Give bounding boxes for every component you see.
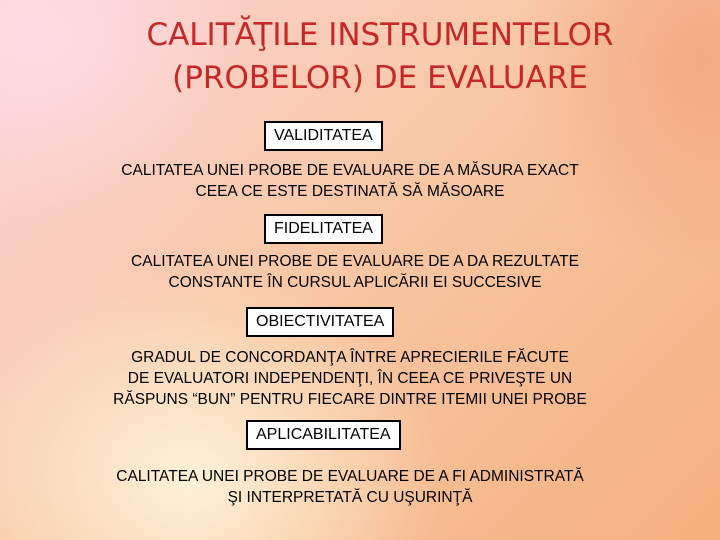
- heading-aplicabilitatea: APLICABILITATEA: [246, 420, 401, 450]
- description-line: CONSTANTE ÎN CURSUL APLICĂRII EI SUCCESIVE: [168, 274, 542, 291]
- description-aplicabilitatea: [0, 466, 700, 508]
- description-fidelitatea: [5, 251, 705, 293]
- heading-obiectivitatea: OBIECTIVITATEA: [246, 307, 394, 337]
- description-line: ŞI INTERPRETATĂ CU UŞURINŢĂ: [227, 489, 473, 506]
- description-line: CALITATEA UNEI PROBE DE EVALUARE DE A MĂSURA EXACT: [121, 162, 579, 179]
- description-line: DE EVALUATORI INDEPENDENŢI, ÎN CEEA CE PRIVEŞTE UN: [127, 370, 573, 387]
- description-line: CALITATEA UNEI PROBE DE EVALUARE DE A FI ADMINISTRATĂ: [116, 468, 584, 485]
- description-validitatea: [0, 160, 700, 202]
- description-line: GRADUL DE CONCORDANŢA ÎNTRE APRECIERILE FĂCUTE: [131, 349, 569, 366]
- slide-title: [0, 14, 720, 100]
- description-line: CALITATEA UNEI PROBE DE EVALUARE DE A DA REZULTATE: [131, 253, 579, 270]
- heading-validitatea: VALIDITATEA: [264, 121, 383, 151]
- description-line: CEEA CE ESTE DESTINATĂ SĂ MĂSOARE: [195, 183, 505, 200]
- description-obiectivitatea: [0, 347, 700, 410]
- title-line-2: (PROBELOR) DE EVALUARE: [172, 60, 588, 96]
- title-line-1: CALITĂŢILE INSTRUMENTELOR: [146, 17, 614, 53]
- description-line: RĂSPUNS “BUN” PENTRU FIECARE DINTRE ITEMII UNEI PROBE: [113, 391, 587, 408]
- heading-fidelitatea: FIDELITATEA: [264, 214, 383, 244]
